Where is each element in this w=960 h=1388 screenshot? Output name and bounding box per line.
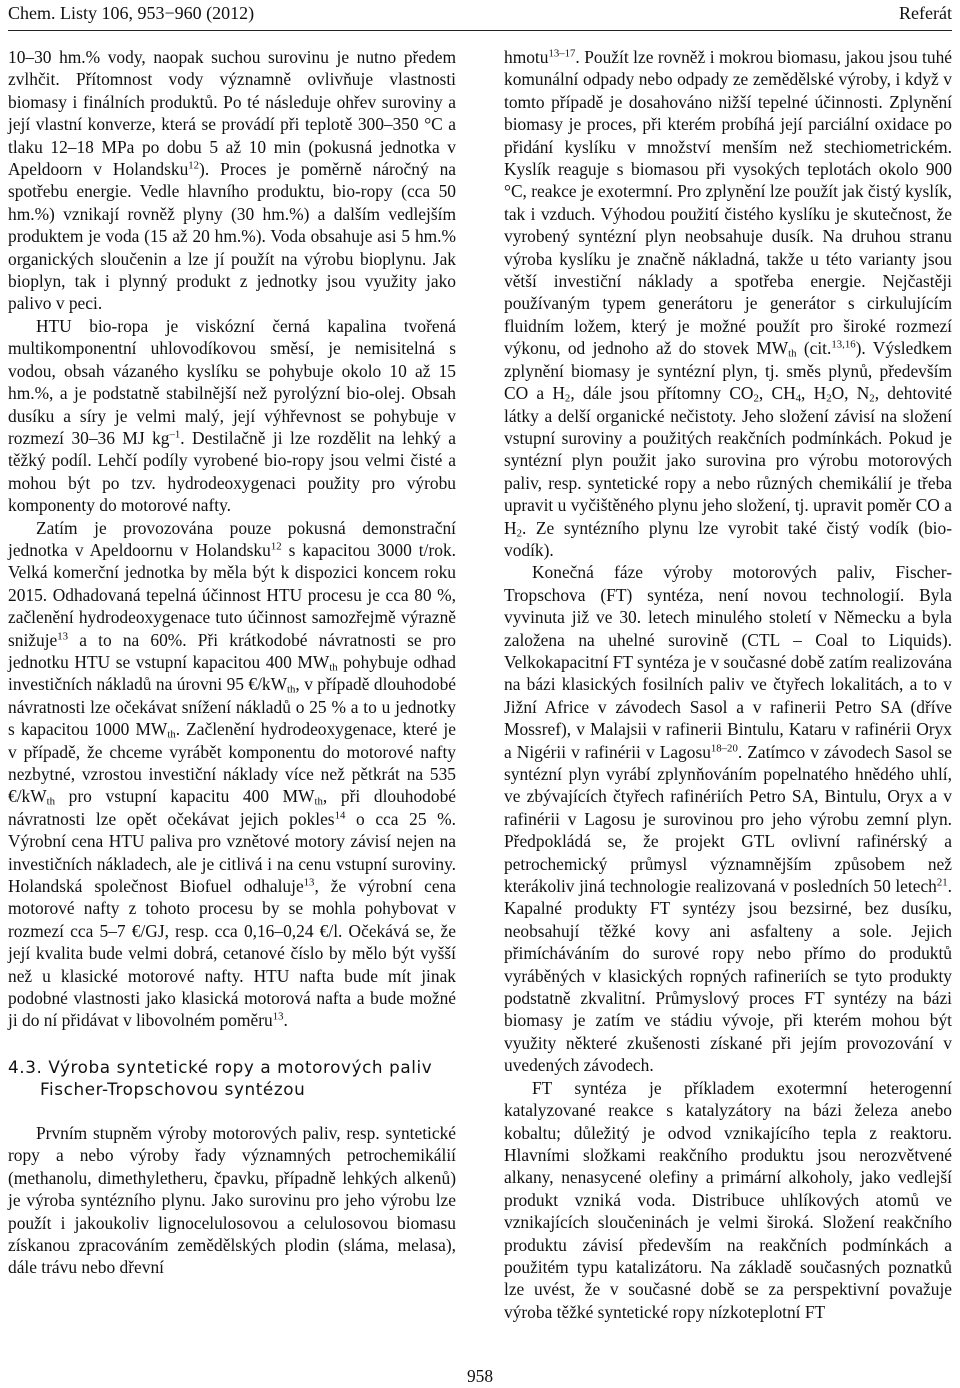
section-heading-line2: Fischer-Tropschovou syntézou (40, 1078, 306, 1099)
paragraph: Zatím je provozována pouze pokusná demonstrační jednotka v Apeldoornu v Holandsku$^{12}$ s kapacitou 3000 t/rok. Velká komerční jednotka by měla být k dispozici koncem roku 2015. Odhadovaná tepelná účinnost HTU procesu je cca 80 %, začlenění hydrodeoxygenace tuto účinnost samozřejmě výrazně snižuje$^{13}$ a to na 60%. Při krátkodobé návratnosti se pro jednotku HTU se vstupní kapacitou 400 $MW_{th}$ pohybuje odhad investičních nákladů na úrovni 95 $€/kW_{th}$, v případě dlouhodobé návratnosti lze očekávat snížení nákladů o 25 % a to u jednotky s kapacitou 1000 $MW_{th}$. Začlenění hydrodeoxygenace, které je v případě, že chceme vyrábět komponentu do motorové nafty nezbytné, vzrostou investiční náklady více než pětkrát na 535 $€/kW_{th}$ pro vstupní kapacitu 400 $MW_{th}$, při dlouhodobé návratnosti lze opět očekávat jejich pokles$^{14}$ o cca 25 %. Výrobní cena HTU paliva pro vznětové motory závisí nejen na investičních nákladech, ale je citlivá i na cenu vstupní suroviny. Holandská společnost Biofuel odhaluje$^{13}$, že výrobní cena motorové nafty z tohoto procesu by se mohla pohybovat v rozmezí cca 5–7 €/GJ, resp. cca 0,16–0,24 €/l. Očekává se, že její kvalita bude velmi dobrá, cetanové číslo by mělo být vyšší než u klasické motorové nafty. HTU nafta bude mít jinak podobné vlastnosti jako klasická motorová nafta a bude možné ji do ní přidávat v libovolném poměru$^{13}$. (8, 517, 457, 1031)
section-label: Referát (899, 3, 952, 23)
paragraph: hmotu$^{13-17}$. Použít lze rovněž i mokrou biomasu, jakou jsou tuhé komunální odpady nebo odpady ze zemědělské výroby, i když v tomto případě je dosahováno nižší tepelné účinnosti. Zplynění biomasy je proces, při kterém probíhá její parciální oxidace po přidání kyslíku v množství menším než stechiometrickém. Kyslík reaguje s biomasou při vysokých teplotách okolo 900 °C, reakce je exotermní. Pro zplynění lze použít jak čistý kyslík, tak i vzduch. Výhodou použití čistého kyslíku je skutečnost, že vyrobený syntézní plyn neobsahuje dusík. Na druhou stranu výroba kyslíku je značně nákladná, takže u této varianty jsou větší investiční náklady a spotřeba energie. Nejčastěji používaným typem generátoru je generátor s cirkulujícím fluidním ložem, který je možné použít pro široké rozmezí výkonu, od jednoho až do stovek $MW_{th}$ (cit.$^{13,16}$). Výsledkem zplynění biomasy je syntézní plyn, tj. směs plynů, především CO a $H_2$, dále jsou přítomny $CO_2$, $CH_4$, $H_2O$, $N_2$, dehtovité látky a delší organické nečistoty. Jeho složení závisí na složení vstupní suroviny a použitých reakčních podmínkách. Pokud je syntézní plyn použit jako surovina pro výrobu motorových paliv, resp. syntetické ropy a nebo různých chemikálií je třeba upravit u vyčištěného plynu jeho složení, tj. upravit poměr CO a $H_2$. Ze syntézního plynu lze vyrobit také čistý vodík (bio-vodík). (504, 47, 952, 560)
left-column (8, 46, 456, 1279)
section-heading-line1: 4.3. Výroba syntetické ropy a motorových paliv (8, 1056, 433, 1077)
running-header (8, 0, 952, 31)
paragraph: HTU bio-ropa je viskózní černá kapalina tvořená multikomponentní uhlovodíkovou směsí, je nemisitelná s vodou, obsah vázaného kyslíku se pohybuje okolo 10 až 15 hm.%, a je podstatně stabilnější než pyrolýzní bio-olej. Obsah dusíku a síry je velmi malý, její výhřevnost se pohybuje v rozmezí 30–36 MJ $kg^{-1}$. Destilačně ji lze rozdělit na lehký a těžký podíl. Lehčí podíly vyrobené bio-ropy jsou velmi čisté a mohou být po tzv. hydrodeoxygenaci použity pro výrobu komponenty do motorové nafty. (8, 315, 456, 516)
section-heading (8, 1056, 456, 1100)
journal-citation: Chem. Listy 106, 953−960 (2012) (8, 3, 255, 23)
paragraph: Konečná fáze výroby motorových paliv, Fischer-Tropschova (FT) syntéza, není novou technologií. Byla vyvinuta již ve 30. letech minulého století v Německu a byla založena na uhelné surovině (CTL – Coal to Liquids). Velkokapacitní FT syntéza je v současné době zatím realizována na bázi klasických fosilních paliv ve čtyřech lokalitách, a to v Jižní Africe v závodech Sasol a v rafinerii Petro SA (dříve Mossref), v Malajsii v rafinerii Bintulu, Kataru v rafinérii Oryx a Nigérii v rafinérii v Lagosu$^{18-20}$. Zatímco v závodech Sasol se syntézní plyn vyrábí zplynňováním popelnatého hnědého uhlí, ve zbývajících čtyřech rafinériích Petro SA, Bintulu, Oryx a v rafinérii v Lagosu je surovinou pro jeho výrobu zemní plyn. Předpokládá se, že projekt GTL ovlivní rafinérský a petrochemický průmysl významnějším způsobem než kterákoliv jiná technologie realizovaná v posledních 50 letech$^{21}$. Kapalné produkty FT syntézy jsou bezsirné, bez dusíku, neobsahují těžké kovy ani asfalteny a sole. Jejich přimícháváním do surové ropy nebo přímo do produktů vyráběných v klasických ropných rafineriích se tyto produkty podstatně zkvalitní. Průmyslový proces FT syntézy na bázi biomasy je zatím ve stádiu vývoje, při kterém mohou být využity některé zkušenosti získané při jejím provozování v uvedených závodech. (504, 562, 952, 1076)
page-number: 958 (466, 1366, 494, 1386)
paragraph: FT syntéza je příkladem exotermní heterogenní katalyzované reakce s katalyzátory na bázi železa anebo kobaltu; důležitý je odvod vznikajícího tepla z reaktoru. Hlavními složkami reakčního produktu jsou nerozvětvené alkany, nenasycené olefiny a primární alkoholy, jako vedlejší produkt vzniká voda. Distribuce uhlíkových atomů ve vznikajících sloučeninách je velmi široká. Složení reakčního produktu závisí především na reakčních podmínkách a použitém typu katalizátoru. Na základě současných poznatků lze uvést, že v současné době se za perspektivní považuje výroba těžké syntetické ropy nízkoteplotní FT (504, 1077, 952, 1322)
paragraph: 10–30 hm.% vody, naopak suchou surovinu je nutno předem zvlhčit. Přítomnost vody významně ovlivňuje vlastnosti biomasy i finálních produktů. Po té následuje ohřev suroviny a její vlastní konverze, která se provádí při teplotě 300–350 °C a tlaku 12–18 MPa po dobu 5 až 10 min (pokusná jednotka v Apeldoorn v Holandsku$^{12}$). Proces je poměrně náročný na spotřebu energie. Vedle hlavního produktu, bio-ropy (cca 50 hm.%) vznikají rovněž plyny (30 hm.%) a dalším vedlejším produktem je voda (15 až 20 hm.%). Voda obsahuje asi 5 hm.% organických sloučenin a lze jí použít na výrobu bioplynu. Jak bioplyn, tak i plynný produkt z jednotky jsou využity jako palivo v peci. (8, 47, 456, 314)
paragraph: Prvním stupněm výroby motorových paliv, resp. syntetické ropy a nebo výroby řady významných petrochemikálií (methanolu, dimethyletheru, čpavku, případně lehkých alkenů) je výroba syntézního plynu. Jako surovinu pro jeho výrobu lze použít i jakoukoliv lignocelulosovou a celulosovou biomasu získanou zpracováním zemědělských plodin (sláma, melasa), dále trávu nebo dřevní (8, 1122, 456, 1278)
right-column (504, 46, 952, 1323)
